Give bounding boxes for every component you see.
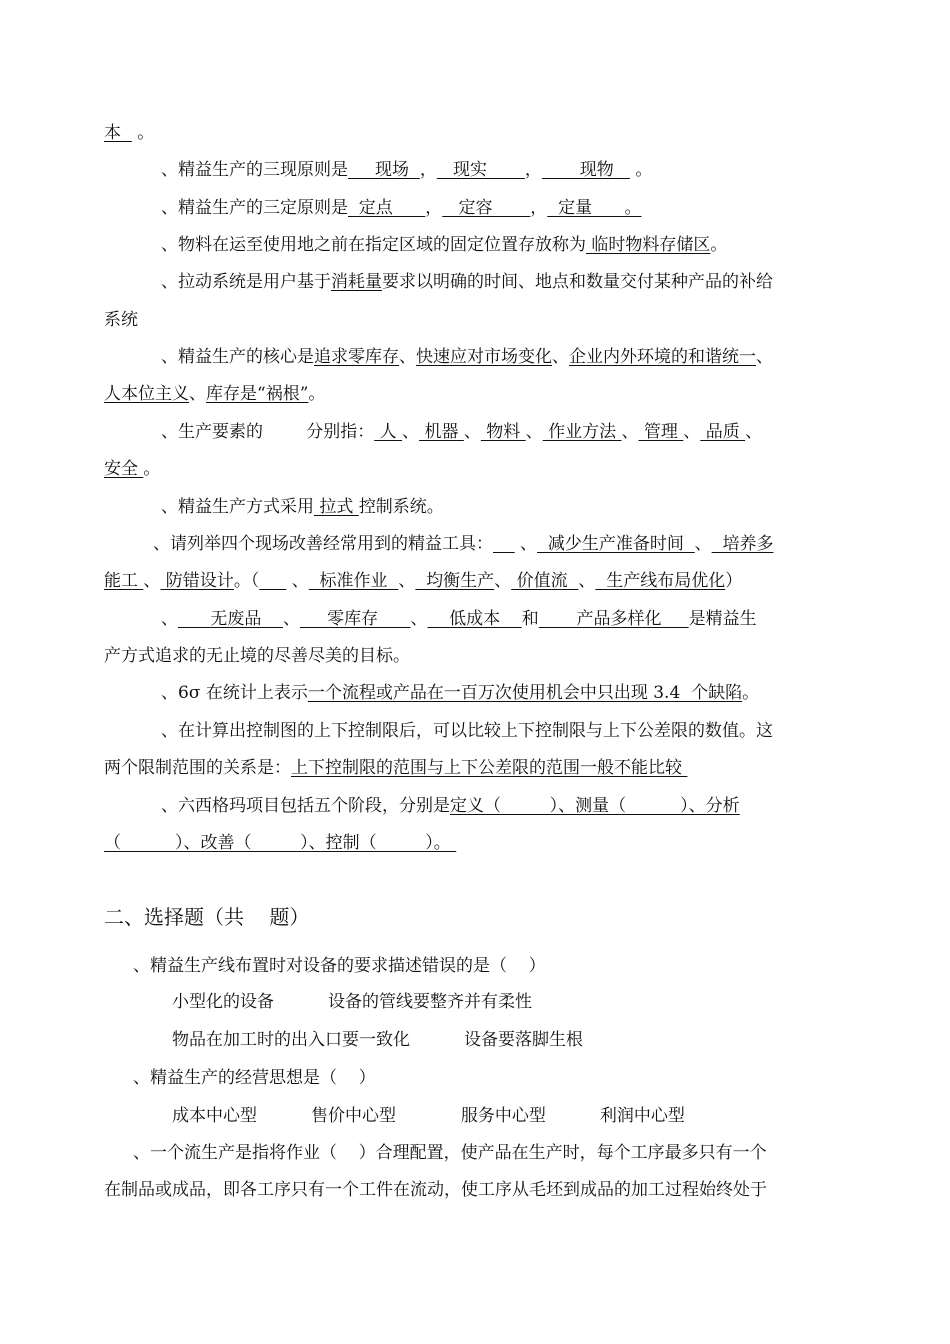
text-line [161, 721, 773, 741]
text-segment: 、精益生产的核心是 [161, 347, 314, 367]
blank-answer: （ ）、改善（ ）、控制（ ）。 [104, 833, 457, 853]
blank-answer: 零库存 [300, 609, 411, 629]
text-segment: 、在计算出控制图的上下控制限后，可以比较上下控制限与上下公差限的数值。这 [161, 721, 773, 741]
blank-answer: 库存是“祸根” [206, 384, 309, 404]
blank-answer: 上下控制限的范围与上下公差限的范围一般不能比较 [291, 758, 688, 778]
text-segment: 控制系统。 [358, 497, 444, 517]
blank-answer: 人本位主义 [104, 384, 189, 404]
blank-answer: 拉式 [314, 497, 359, 517]
text-segment: 、 [578, 571, 596, 591]
text-segment: 。 [742, 683, 760, 703]
blank-answer: 定点 [348, 198, 426, 218]
text-line [161, 198, 642, 218]
blank-answer: 防错设计 [160, 571, 234, 591]
text-segment: 。 [131, 123, 155, 143]
text-segment: 、 [745, 422, 763, 442]
text-segment: 是精益生 [688, 609, 757, 629]
text-segment: ， [425, 198, 443, 218]
text-segment: 、 [525, 422, 543, 442]
text-segment: 、 [161, 609, 178, 629]
blank-answer: 安全 [104, 459, 144, 479]
blank-answer: 人 [374, 422, 403, 442]
text-segment: 、精益生产方式采用 [161, 497, 314, 517]
text-segment: 、 [410, 609, 428, 629]
text-segment: 、6σ 在统计上表示 [161, 683, 308, 703]
text-segment: 、 [399, 347, 416, 367]
blank-answer [493, 534, 515, 554]
blank-answer: 追求零库存 [314, 347, 399, 367]
blank-answer: 现实 [436, 160, 525, 180]
text-line [104, 1180, 767, 1200]
text-segment: 小型化的设备 设备的管线要整齐并有柔性 [172, 992, 533, 1012]
blank-answer: 作业方法 [542, 422, 622, 442]
text-segment: 、 [398, 571, 416, 591]
text-segment: 物品在加工时的出入口要一致化 设备要落脚生根 [172, 1030, 584, 1050]
text-segment: 、 [694, 534, 712, 554]
text-segment: 、精益生产线布置时对设备的要求描述错误的是（ ） [133, 956, 546, 976]
text-segment: 。 [710, 235, 728, 255]
text-segment: 和 [521, 609, 539, 629]
text-line [161, 609, 757, 629]
text-line [104, 384, 325, 404]
text-segment: 、物料在运至使用地之前在指定区域的固定位置存放称为 [161, 235, 586, 255]
blank-answer: 定量 。 [547, 198, 642, 218]
blank-answer: 消耗量 [331, 272, 382, 292]
text-segment: 、 [283, 609, 301, 629]
text-segment: 。 [308, 384, 326, 404]
blank-answer: 定容 [442, 198, 531, 218]
text-line [153, 534, 773, 554]
text-segment: 在制品或成品，即各工序只有一个工件在流动，使工序从毛坯到成品的加工过程始终处于 [104, 1180, 767, 1200]
text-segment: 两个限制范围的关系是： [104, 758, 291, 778]
blank-answer: 能工 [104, 571, 144, 591]
text-line [172, 1030, 583, 1050]
text-line [161, 796, 740, 816]
blank-answer: 价值流 [511, 571, 579, 591]
text-segment: 、精益生产的三现原则是 [161, 160, 348, 180]
text-line [133, 956, 546, 976]
text-line [161, 235, 727, 255]
text-segment: 。 [629, 160, 653, 180]
blank-answer: 培养多 [711, 534, 774, 554]
text-line [133, 1143, 767, 1163]
blank-answer: 管理 [638, 422, 684, 442]
text-segment: 、 [621, 422, 639, 442]
text-segment: ， [419, 160, 437, 180]
text-segment: ） [725, 571, 743, 591]
text-segment: 。（ [233, 571, 260, 591]
text-line [161, 497, 444, 517]
text-segment: 、 [756, 347, 773, 367]
text-line [104, 833, 456, 853]
text-segment: 、 [552, 347, 569, 367]
blank-answer: 本 [104, 123, 132, 143]
blank-answer: 现场 [348, 160, 420, 180]
text-line [104, 459, 160, 479]
text-line [104, 123, 154, 143]
blank-answer: 企业内外环境的和谐统一 [569, 347, 756, 367]
text-segment: 、精益生产的三定原则是 [161, 198, 348, 218]
text-segment: 、 [514, 534, 538, 554]
text-segment: 成本中心型 售价中心型 服务中心型 利润中心型 [172, 1106, 685, 1126]
text-segment: 、 [683, 422, 701, 442]
blank-answer: 临时物料存储区 [586, 235, 711, 255]
text-segment: 要求以明确的时间、地点和数量交付某种产品的补给 [382, 272, 773, 292]
text-segment: 、 [143, 571, 161, 591]
text-segment: 二、选择题（共 题） [104, 905, 310, 929]
text-line [133, 1068, 376, 1088]
text-segment: 、 [463, 422, 481, 442]
text-segment: 系统 [104, 310, 138, 330]
blank-answer: 无废品 [178, 609, 284, 629]
text-line [104, 571, 742, 591]
text-segment: 、 [402, 422, 420, 442]
text-line [161, 347, 773, 367]
blank-answer: 机器 [419, 422, 464, 442]
blank-answer: 品质 [700, 422, 746, 442]
text-segment: 产方式追求的无止境的尽善尽美的目标。 [104, 646, 410, 666]
text-segment: 、拉动系统是用户基于 [161, 272, 331, 292]
text-line [161, 160, 652, 180]
blank-answer: 生产线布局优化 [595, 571, 726, 591]
text-line [104, 758, 687, 778]
text-segment: 、 [494, 571, 512, 591]
text-segment: ， [530, 198, 548, 218]
blank-answer: 减少生产准备时间 [537, 534, 695, 554]
blank-answer: 快速应对市场变化 [416, 347, 552, 367]
text-line [161, 422, 762, 442]
text-line [161, 272, 773, 292]
text-segment: 、 [286, 571, 309, 591]
blank-answer: 均衡生产 [415, 571, 495, 591]
blank-answer: 标准作业 [308, 571, 399, 591]
blank-answer: 产品多样化 [538, 609, 689, 629]
text-segment: 、精益生产的经营思想是（ ） [133, 1068, 376, 1088]
text-segment: 、 [189, 384, 206, 404]
blank-answer: 一个流程或产品在一百万次使用机会中只出现 3.4 个缺陷 [307, 683, 743, 703]
text-segment: 、一个流生产是指将作业（ ）合理配置，使产品在生产时，每个工序最多只有一个 [133, 1143, 767, 1163]
text-segment: 、六西格玛项目包括五个阶段，分别是 [161, 796, 450, 816]
blank-answer: 现物 [541, 160, 630, 180]
blank-answer: 物料 [480, 422, 526, 442]
text-segment: 、生产要素的 分别指： [161, 422, 375, 442]
text-segment: 。 [143, 459, 161, 479]
blank-answer: 定义（ ）、测量（ ）、分析 [450, 796, 740, 816]
blank-answer: 低成本 [427, 609, 522, 629]
text-line [172, 1106, 685, 1126]
text-line [161, 683, 759, 703]
section-heading [104, 907, 309, 927]
text-segment: ， [524, 160, 542, 180]
text-line [172, 992, 532, 1012]
blank-answer [259, 571, 286, 591]
text-line [104, 310, 138, 330]
text-segment: 、请列举四个现场改善经常用到的精益工具： [153, 534, 493, 554]
text-line [104, 646, 410, 666]
